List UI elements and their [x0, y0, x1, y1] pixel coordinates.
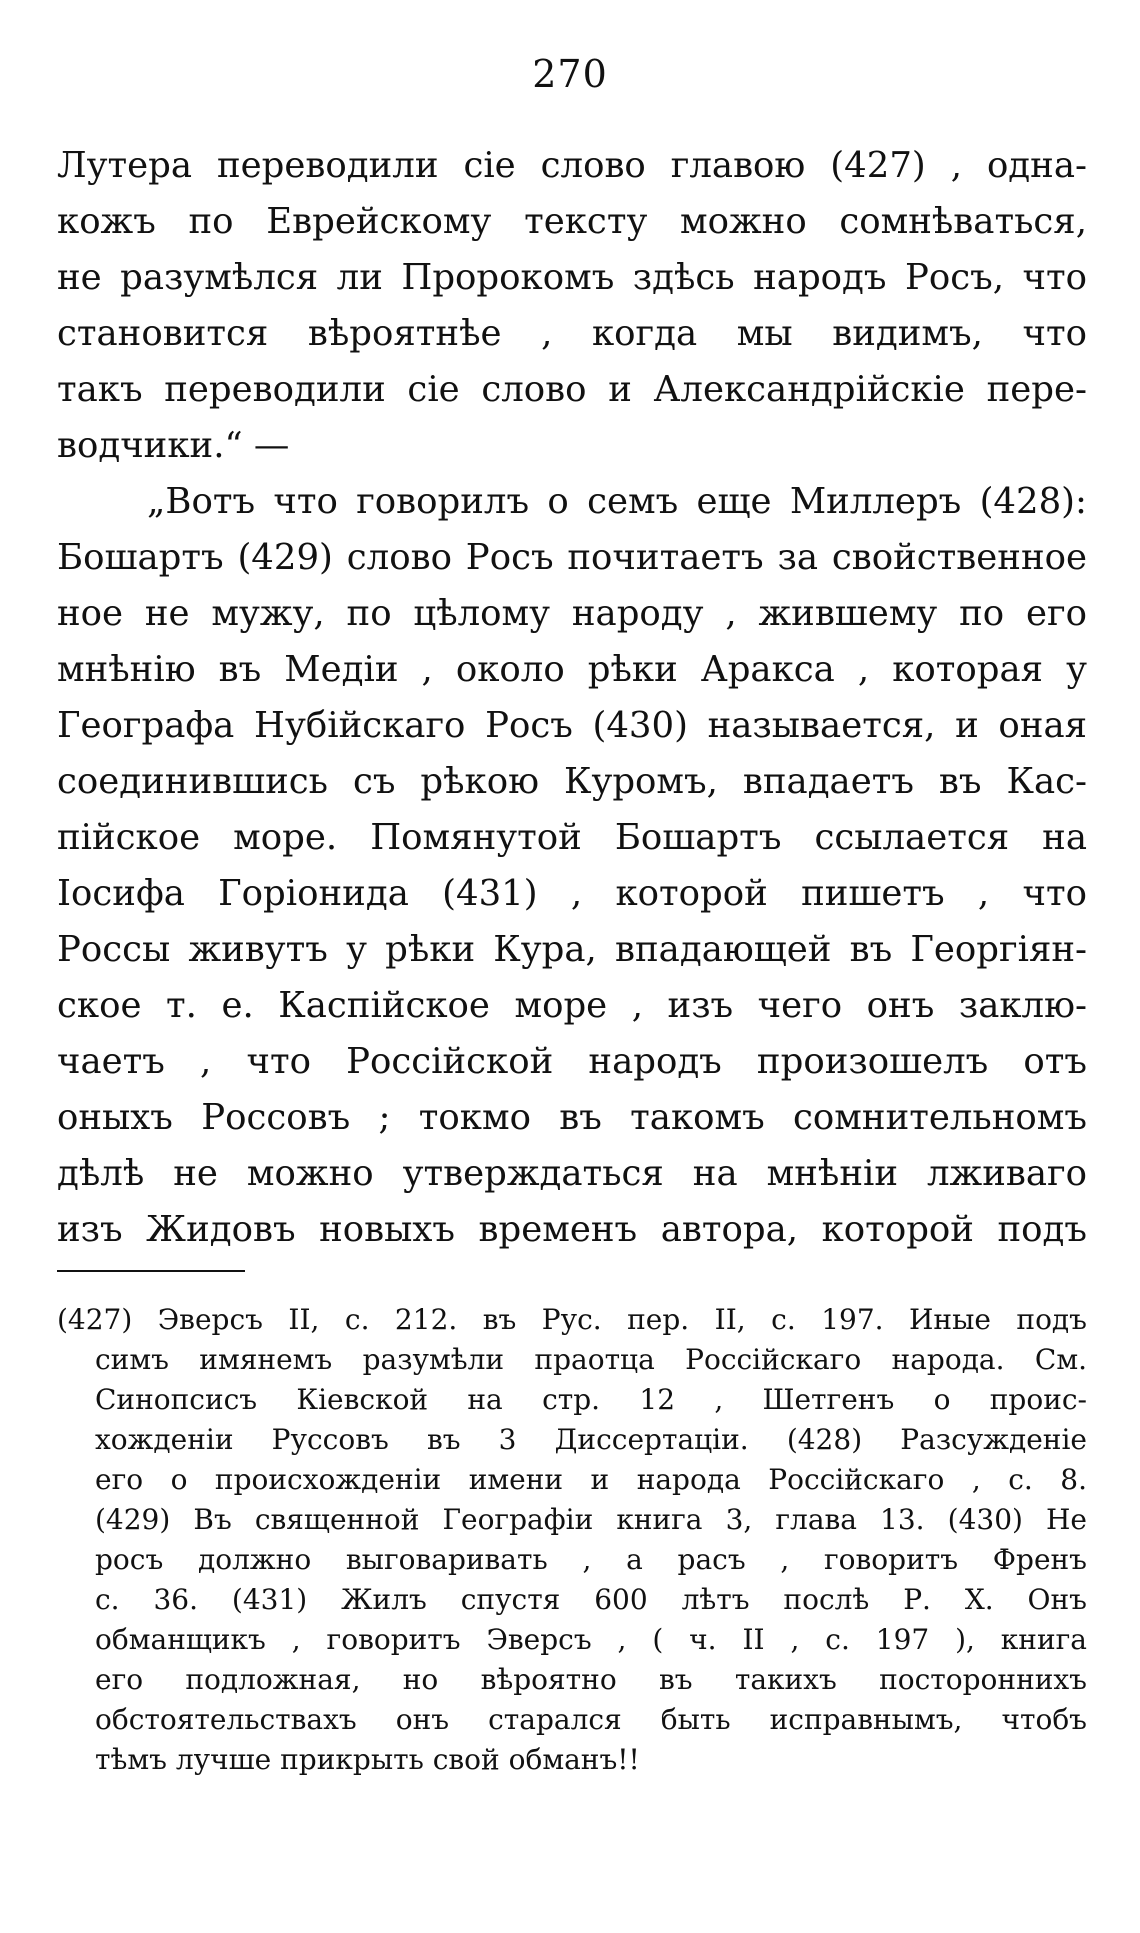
text-line: мнѣнію въ Медіи , около рѣки Аракса , которая у	[57, 649, 1087, 690]
footnote-line: его подложная, но вѣроятно въ такихъ постороннихъ	[95, 1663, 1087, 1696]
footnote-line: росъ должно выговаривать , а расъ , говоритъ Френъ	[95, 1543, 1087, 1576]
text-line: Лутера переводили сіе слово главою (427) , одна-	[57, 145, 1087, 186]
text-line: оныхъ Россовъ ; токмо въ такомъ сомнительномъ	[57, 1097, 1087, 1138]
text-line: Бошартъ (429) слово Росъ почитаетъ за свойственное	[57, 537, 1087, 578]
footnote-line: Синопсисъ Кіевской на стр. 12 , Шетгенъ о проис-	[95, 1383, 1087, 1416]
footnote-line: симъ имянемъ разумѣли праотца Россійскаго народа. См.	[95, 1343, 1087, 1376]
text-line: водчики.“ —	[57, 425, 290, 466]
text-line: кожъ по Еврейскому тексту можно сомнѣваться,	[57, 201, 1087, 242]
text-line: ное не мужу, по цѣлому народу , жившему по его	[57, 593, 1087, 634]
text-line: дѣлѣ не можно утверждаться на мнѣніи лживаго	[57, 1153, 1087, 1194]
text-line: пійское море. Помянутой Бошартъ ссылается на	[57, 817, 1087, 858]
text-line: не разумѣлся ли Пророкомъ здѣсь народъ Росъ, что	[57, 257, 1087, 298]
footnote-line: обстоятельствахъ онъ старался быть исправнымъ, чтобъ	[95, 1703, 1087, 1736]
text-line: становится вѣроятнѣе , когда мы видимъ, что	[57, 313, 1087, 354]
main-text	[57, 138, 1087, 1258]
page-number: 270	[532, 52, 608, 96]
text-line: чаетъ , что Россійской народъ произошелъ отъ	[57, 1041, 1087, 1082]
footnote-line: тѣмъ лучше прикрыть свой обманъ!!	[95, 1743, 640, 1776]
text-line: Географа Нубійскаго Росъ (430) называется, и оная	[57, 705, 1087, 746]
footnote-line: обманщикъ , говоритъ Эверсъ , ( ч. II , с. 197 ), книга	[95, 1623, 1087, 1656]
footnote-divider	[57, 1270, 245, 1272]
text-line: Іосифа Горіонида (431) , которой пишетъ , что	[57, 873, 1087, 914]
footnotes	[57, 1300, 1087, 1780]
footnote-line: его о происхожденіи имени и народа Россійскаго , с. 8.	[95, 1463, 1087, 1496]
text-line: изъ Жидовъ новыхъ временъ автора, которой подъ	[57, 1209, 1087, 1250]
text-line: „Вотъ что говорилъ о семъ еще Миллеръ (428):	[147, 481, 1087, 522]
text-line: ское т. е. Каспійское море , изъ чего онъ заклю-	[57, 985, 1087, 1026]
footnote-line: (429) Въ священной Географіи книга 3, глава 13. (430) Не	[95, 1503, 1087, 1536]
text-line: Россы живутъ у рѣки Кура, впадающей въ Георгіян-	[57, 929, 1087, 970]
footnote-line: с. 36. (431) Жилъ спустя 600 лѣтъ послѣ Р. Х. Онъ	[95, 1583, 1087, 1616]
text-line: такъ переводили сіе слово и Александрійскіе пере-	[57, 369, 1087, 410]
footnote-line: хожденіи Руссовъ въ 3 Диссертаціи. (428) Разсужденіе	[95, 1423, 1087, 1456]
text-line: соединившись съ рѣкою Куромъ, впадаетъ въ Кас-	[57, 761, 1087, 802]
footnote-line: (427) Эверсъ II, с. 212. въ Рус. пер. II, с. 197. Иные подъ	[57, 1303, 1087, 1336]
